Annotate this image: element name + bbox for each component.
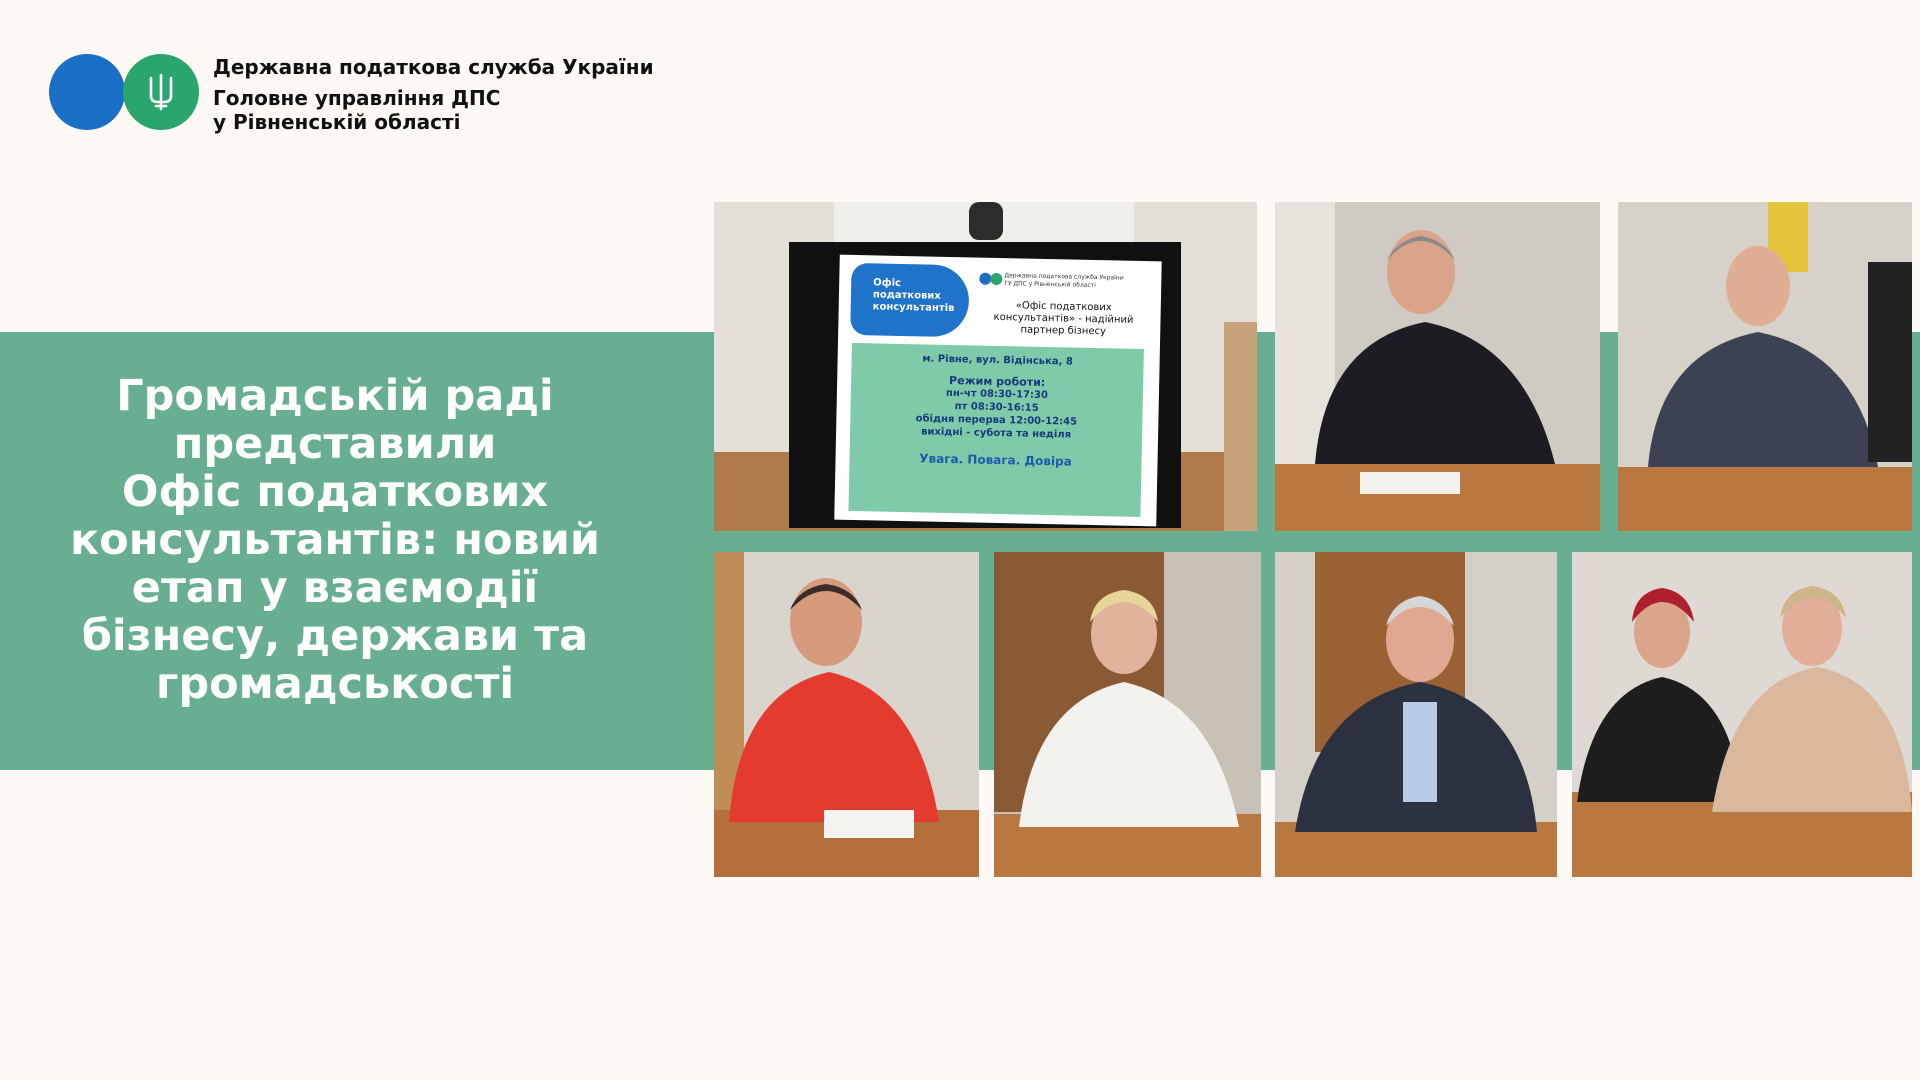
slide-org: Державна податкова служба України ГУ ДПС у Рівненській області — [1004, 272, 1124, 290]
logo-green-circle — [123, 54, 199, 130]
org-line-2: Головне управління ДПС — [213, 86, 501, 110]
slide-hours-title: Режим роботи: — [948, 373, 1046, 389]
photo-participant-3 — [714, 552, 979, 877]
slide-hours-weekdays: пн-чт 08:30-17:30 — [945, 387, 1048, 402]
photo-participant-5 — [1275, 552, 1557, 877]
slide-logo-dots — [979, 272, 1003, 286]
photo-participant-6 — [1572, 552, 1912, 877]
slide-weekend: вихідні - субота та неділя — [920, 426, 1072, 441]
org-line-3: у Рівненській області — [213, 110, 461, 134]
photo-participant-1 — [1275, 202, 1600, 531]
photo-participant-2 — [1618, 202, 1912, 531]
org-line-1: Державна податкова служба України — [213, 55, 654, 79]
trident-icon — [146, 72, 176, 112]
logo-blue-circle — [49, 54, 125, 130]
slide-address: м. Рівне, вул. Відінська, 8 — [922, 353, 1073, 368]
headline: Громадській раді представили Офіс податкових консультантів: новий етап у взаємодії бізнесу, держави та громадськості — [69, 371, 601, 709]
dps-logo — [49, 54, 199, 130]
slide-info-box — [848, 343, 1143, 517]
photo-participant-4 — [994, 552, 1261, 877]
header — [49, 54, 654, 134]
slide-hours-friday: пт 08:30-16:15 — [954, 401, 1039, 414]
slide-badge: Офіс податкових консультантів — [850, 263, 969, 337]
organization-name — [213, 54, 673, 134]
slide-motto: Увага. Повага. Довіра — [919, 451, 1072, 469]
slide-lunch: обідня перерва 12:00-12:45 — [915, 413, 1078, 428]
presentation-slide — [834, 255, 1161, 527]
slide-subtitle: «Офіс податкових консультантів» - надійний партнер бізнесу — [993, 300, 1134, 338]
